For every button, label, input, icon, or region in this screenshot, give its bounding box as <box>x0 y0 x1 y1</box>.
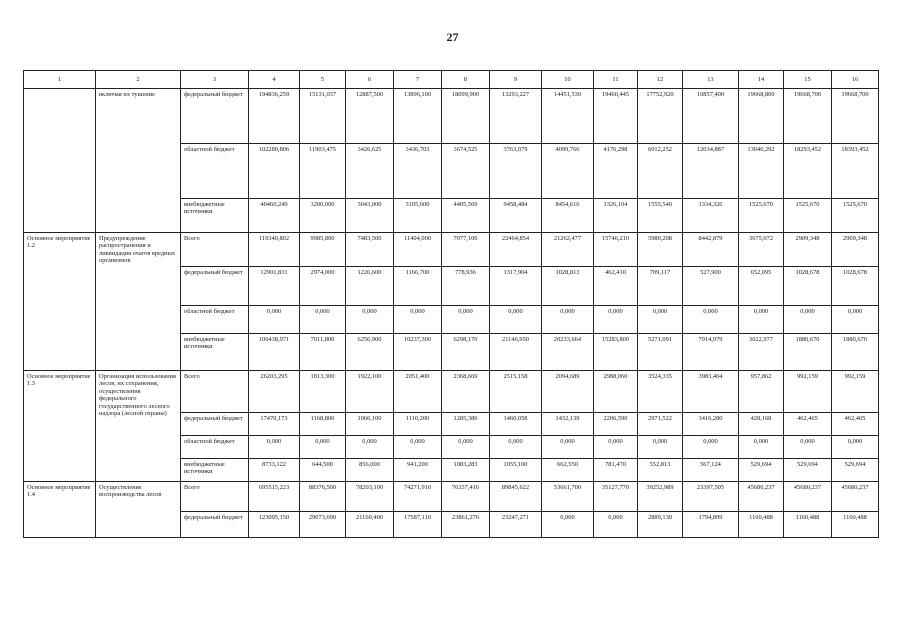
amount-cell: 1066,100 <box>346 413 394 436</box>
amount-cell: 529,694 <box>832 459 879 482</box>
amount-cell: 1794,899 <box>683 512 739 538</box>
amount-cell: 1055,100 <box>490 459 542 482</box>
amount-cell: 0,000 <box>442 306 490 334</box>
amount-cell: 0,000 <box>249 306 300 334</box>
amount-cell: 3426,625 <box>346 144 394 199</box>
amount-cell: 23861,276 <box>442 512 490 538</box>
table-row <box>24 371 879 413</box>
amount-cell: 53661,700 <box>542 482 594 512</box>
amount-cell: 22464,854 <box>490 233 542 267</box>
amount-cell: 5980,208 <box>638 233 683 267</box>
amount-cell: 1525,670 <box>784 199 832 233</box>
amount-cell: 1525,670 <box>832 199 879 233</box>
amount-cell: 3675,072 <box>739 233 784 267</box>
column-header: 1 <box>24 71 96 89</box>
budget-table <box>23 70 879 538</box>
amount-cell: 17587,110 <box>394 512 442 538</box>
amount-cell: 12034,887 <box>683 144 739 199</box>
amount-cell: 695515,223 <box>249 482 300 512</box>
amount-cell: 8733,122 <box>249 459 300 482</box>
amount-cell: 3983,404 <box>683 371 739 413</box>
amount-cell: 0,000 <box>739 436 784 459</box>
column-header: 10 <box>542 71 594 89</box>
amount-cell: 2206,590 <box>594 413 638 436</box>
amount-cell: 0,000 <box>594 512 638 538</box>
table-row <box>24 89 879 144</box>
amount-cell: 1922,100 <box>346 371 394 413</box>
amount-cell: 0,000 <box>394 306 442 334</box>
column-header: 9 <box>490 71 542 89</box>
amount-cell: 6256,900 <box>346 334 394 371</box>
funding-source-cell: внебюджетные источники <box>181 334 249 371</box>
amount-cell: 19668,800 <box>739 89 784 144</box>
amount-cell: 0,000 <box>683 436 739 459</box>
amount-cell: 2051,400 <box>394 371 442 413</box>
amount-cell: 957,862 <box>739 371 784 413</box>
amount-cell: 0,000 <box>739 306 784 334</box>
amount-cell: 23247,271 <box>490 512 542 538</box>
amount-cell: 652,095 <box>739 267 784 306</box>
amount-cell: 123095,150 <box>249 512 300 538</box>
amount-cell: 0,000 <box>542 436 594 459</box>
amount-cell: 0,000 <box>542 512 594 538</box>
amount-cell: 0,000 <box>394 436 442 459</box>
amount-cell: 4099,766 <box>542 144 594 199</box>
amount-cell: 428,168 <box>739 413 784 436</box>
amount-cell: 39252,989 <box>638 482 683 512</box>
amount-cell: 26203,295 <box>249 371 300 413</box>
amount-cell: 529,694 <box>784 459 832 482</box>
amount-cell: 992,159 <box>832 371 879 413</box>
amount-cell: 102280,806 <box>249 144 300 199</box>
amount-cell: 45680,237 <box>784 482 832 512</box>
column-header: 8 <box>442 71 490 89</box>
amount-cell: 1525,670 <box>739 199 784 233</box>
amount-cell: 29073,690 <box>300 512 346 538</box>
amount-cell: 1028,678 <box>784 267 832 306</box>
page-number: 27 <box>446 30 459 44</box>
amount-cell: 6012,252 <box>638 144 683 199</box>
amount-cell: 12901,831 <box>249 267 300 306</box>
amount-cell: 21146,950 <box>490 334 542 371</box>
amount-cell: 23397,505 <box>683 482 739 512</box>
amount-cell: 1083,283 <box>442 459 490 482</box>
column-header: 3 <box>181 71 249 89</box>
amount-cell: 18293,452 <box>784 144 832 199</box>
amount-cell: 17752,920 <box>638 89 683 144</box>
amount-cell: 10857,400 <box>683 89 739 144</box>
amount-cell: 1160,488 <box>739 512 784 538</box>
amount-cell: 567,124 <box>683 459 739 482</box>
amount-cell: 8454,616 <box>542 199 594 233</box>
amount-cell: 78203,100 <box>346 482 394 512</box>
amount-cell: 2515,158 <box>490 371 542 413</box>
table-body <box>24 71 879 538</box>
amount-cell: 13896,100 <box>394 89 442 144</box>
amount-cell: 1166,700 <box>394 267 442 306</box>
amount-cell: 15746,210 <box>594 233 638 267</box>
amount-cell: 13293,227 <box>490 89 542 144</box>
amount-cell: 941,200 <box>394 459 442 482</box>
funding-source-cell: внебюджетные источники <box>181 199 249 233</box>
amount-cell: 781,470 <box>594 459 638 482</box>
amount-cell: 9985,800 <box>300 233 346 267</box>
amount-cell: 1880,670 <box>832 334 879 371</box>
amount-cell: 13046,292 <box>739 144 784 199</box>
amount-cell: 45680,237 <box>739 482 784 512</box>
activity-name-cell: Основное мероприятие 1.4 <box>24 482 96 538</box>
activity-description-cell: Организация использования лесов, их сохранения, осуществления федерального государственного лесного надзора (лесной охраны) <box>96 371 181 482</box>
funding-source-cell: областной бюджет <box>181 306 249 334</box>
amount-cell: 17470,173 <box>249 413 300 436</box>
amount-cell: 527,900 <box>683 267 739 306</box>
amount-cell: 1110,200 <box>394 413 442 436</box>
amount-cell: 462,410 <box>594 267 638 306</box>
amount-cell: 74271,910 <box>394 482 442 512</box>
amount-cell: 119340,802 <box>249 233 300 267</box>
amount-cell: 15131,037 <box>300 89 346 144</box>
activity-description-cell: включая их тушение <box>96 89 181 233</box>
amount-cell: 462,465 <box>784 413 832 436</box>
amount-cell: 18393,452 <box>832 144 879 199</box>
amount-cell: 0,000 <box>300 436 346 459</box>
amount-cell: 194836,259 <box>249 89 300 144</box>
column-header: 2 <box>96 71 181 89</box>
amount-cell: 6298,170 <box>442 334 490 371</box>
amount-cell: 0,000 <box>346 436 394 459</box>
amount-cell: 1326,104 <box>594 199 638 233</box>
amount-cell: 0,000 <box>442 436 490 459</box>
amount-cell: 3043,000 <box>346 199 394 233</box>
amount-cell: 0,000 <box>638 436 683 459</box>
column-header: 12 <box>638 71 683 89</box>
amount-cell: 2889,130 <box>638 512 683 538</box>
amount-cell: 1028,678 <box>832 267 879 306</box>
amount-cell: 4405,569 <box>442 199 490 233</box>
amount-cell: 11404,000 <box>394 233 442 267</box>
amount-cell: 1028,813 <box>542 267 594 306</box>
amount-cell: 3200,000 <box>300 199 346 233</box>
amount-cell: 856,000 <box>346 459 394 482</box>
amount-cell: 2971,522 <box>638 413 683 436</box>
amount-cell: 3436,703 <box>394 144 442 199</box>
amount-cell: 3105,600 <box>394 199 442 233</box>
column-header: 15 <box>784 71 832 89</box>
amount-cell: 0,000 <box>346 306 394 334</box>
funding-source-cell: областной бюджет <box>181 436 249 459</box>
amount-cell: 106438,971 <box>249 334 300 371</box>
amount-cell: 0,000 <box>683 306 739 334</box>
amount-cell: 3674,525 <box>442 144 490 199</box>
amount-cell: 19668,700 <box>832 89 879 144</box>
funding-source-cell: внебюджетные источники <box>181 459 249 482</box>
funding-source-cell: федеральный бюджет <box>181 512 249 538</box>
amount-cell: 14451,530 <box>542 89 594 144</box>
activity-name-cell: Основное мероприятие 1.2 <box>24 233 96 371</box>
amount-cell: 19668,700 <box>784 89 832 144</box>
activity-name-cell <box>24 89 96 233</box>
amount-cell: 7914,979 <box>683 334 739 371</box>
amount-cell: 10237,300 <box>394 334 442 371</box>
amount-cell: 0,000 <box>832 436 879 459</box>
activity-description-cell: Предупреждение распространения и ликвидация очагов вредных организмов <box>96 233 181 371</box>
table-row <box>24 233 879 267</box>
amount-cell: 3022,977 <box>739 334 784 371</box>
amount-cell: 1317,904 <box>490 267 542 306</box>
amount-cell: 1226,600 <box>346 267 394 306</box>
funding-source-cell: Всего <box>181 371 249 413</box>
amount-cell: 2909,348 <box>832 233 879 267</box>
amount-cell: 21262,477 <box>542 233 594 267</box>
amount-cell: 2974,000 <box>300 267 346 306</box>
funding-source-cell: федеральный бюджет <box>181 89 249 144</box>
amount-cell: 462,465 <box>832 413 879 436</box>
amount-cell: 19460,445 <box>594 89 638 144</box>
amount-cell: 3524,335 <box>638 371 683 413</box>
amount-cell: 0,000 <box>490 436 542 459</box>
amount-cell: 0,000 <box>832 306 879 334</box>
amount-cell: 9458,484 <box>490 199 542 233</box>
amount-cell: 2909,348 <box>784 233 832 267</box>
amount-cell: 2368,669 <box>442 371 490 413</box>
amount-cell: 0,000 <box>249 436 300 459</box>
amount-cell: 7077,106 <box>442 233 490 267</box>
amount-cell: 0,000 <box>594 436 638 459</box>
funding-source-cell: Всего <box>181 482 249 512</box>
column-number-row <box>24 71 879 89</box>
amount-cell: 3763,079 <box>490 144 542 199</box>
amount-cell: 88376,500 <box>300 482 346 512</box>
amount-cell: 7483,500 <box>346 233 394 267</box>
funding-source-cell: областной бюджет <box>181 144 249 199</box>
amount-cell: 45680,237 <box>832 482 879 512</box>
column-header: 6 <box>346 71 394 89</box>
amount-cell: 2094,689 <box>542 371 594 413</box>
amount-cell: 4176,298 <box>594 144 638 199</box>
amount-cell: 1880,670 <box>784 334 832 371</box>
activity-description-cell: Осуществление воспроизводства лесов <box>96 482 181 538</box>
amount-cell: 1334,326 <box>683 199 739 233</box>
amount-cell: 0,000 <box>594 306 638 334</box>
amount-cell: 1813,300 <box>300 371 346 413</box>
amount-cell: 35127,770 <box>594 482 638 512</box>
column-header: 14 <box>739 71 784 89</box>
funding-source-cell: Всего <box>181 233 249 267</box>
column-header: 11 <box>594 71 638 89</box>
amount-cell: 552,813 <box>638 459 683 482</box>
amount-cell: 1460,058 <box>490 413 542 436</box>
amount-cell: 3416,280 <box>683 413 739 436</box>
funding-source-cell: федеральный бюджет <box>181 413 249 436</box>
funding-source-cell: федеральный бюджет <box>181 267 249 306</box>
amount-cell: 0,000 <box>638 306 683 334</box>
amount-cell: 529,694 <box>739 459 784 482</box>
amount-cell: 778,936 <box>442 267 490 306</box>
amount-cell: 89845,622 <box>490 482 542 512</box>
amount-cell: 20233,664 <box>542 334 594 371</box>
amount-cell: 0,000 <box>300 306 346 334</box>
amount-cell: 709,117 <box>638 267 683 306</box>
amount-cell: 1285,386 <box>442 413 490 436</box>
amount-cell: 18099,900 <box>442 89 490 144</box>
amount-cell: 1160,488 <box>784 512 832 538</box>
column-header: 5 <box>300 71 346 89</box>
amount-cell: 662,550 <box>542 459 594 482</box>
amount-cell: 1160,488 <box>832 512 879 538</box>
amount-cell: 0,000 <box>490 306 542 334</box>
column-header: 4 <box>249 71 300 89</box>
amount-cell: 5271,091 <box>638 334 683 371</box>
amount-cell: 15283,800 <box>594 334 638 371</box>
activity-name-cell: Основное мероприятие 1.3 <box>24 371 96 482</box>
amount-cell: 992,159 <box>784 371 832 413</box>
amount-cell: 8442,879 <box>683 233 739 267</box>
amount-cell: 2988,060 <box>594 371 638 413</box>
column-header: 16 <box>832 71 879 89</box>
column-header: 7 <box>394 71 442 89</box>
amount-cell: 12887,500 <box>346 89 394 144</box>
amount-cell: 644,500 <box>300 459 346 482</box>
amount-cell: 40460,249 <box>249 199 300 233</box>
amount-cell: 1555,540 <box>638 199 683 233</box>
amount-cell: 1168,800 <box>300 413 346 436</box>
column-header: 13 <box>683 71 739 89</box>
amount-cell: 1432,139 <box>542 413 594 436</box>
amount-cell: 0,000 <box>542 306 594 334</box>
amount-cell: 11903,475 <box>300 144 346 199</box>
amount-cell: 0,000 <box>784 436 832 459</box>
amount-cell: 76337,416 <box>442 482 490 512</box>
amount-cell: 0,000 <box>784 306 832 334</box>
amount-cell: 21160,400 <box>346 512 394 538</box>
amount-cell: 7011,800 <box>300 334 346 371</box>
table-row <box>24 482 879 512</box>
